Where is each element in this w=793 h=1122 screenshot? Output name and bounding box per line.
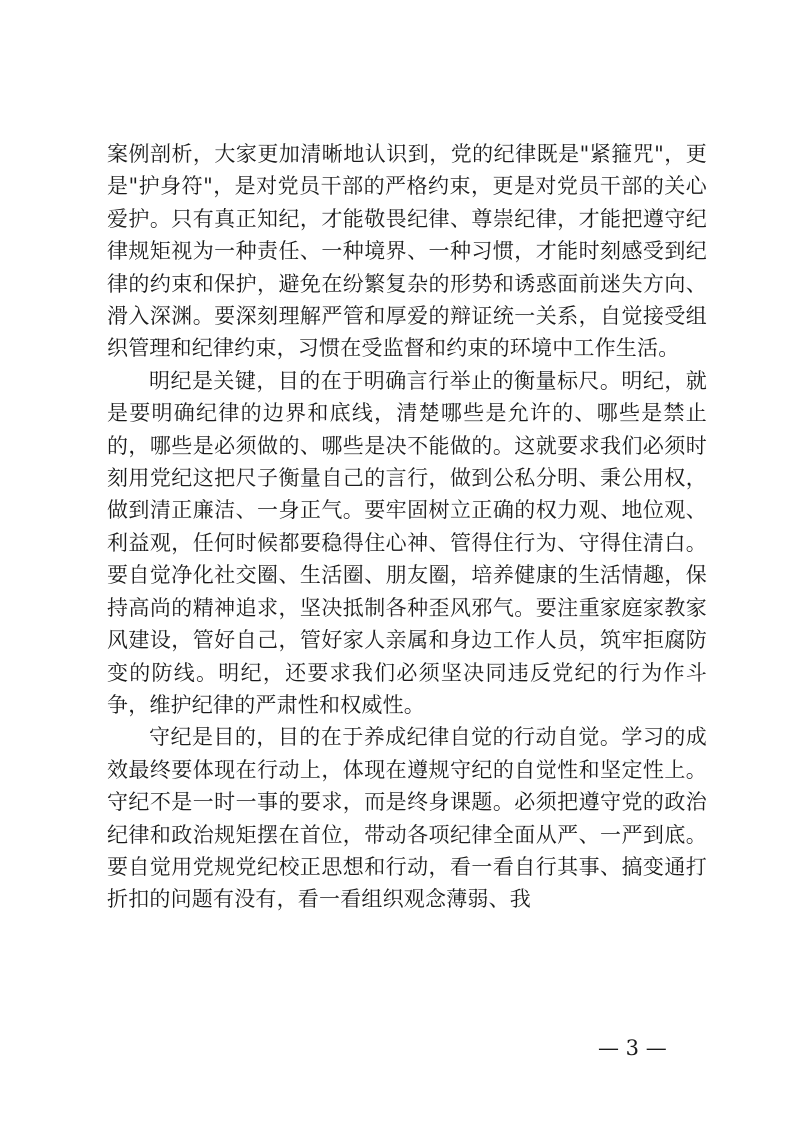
page-number: — 3 — <box>598 1036 667 1060</box>
paragraph-mingji: 明纪是关键，目的在于明确言行举止的衡量标尺。明纪，就是要明确纪律的边界和底线，清楚哪些是允许的、哪些是禁止的，哪些是必须做的、哪些是决不能做的。这就要求我们必须时刻用党纪这把尺子衡量自己的言行，做到公私分明、秉公用权，做到清正廉洁、一身正气。要牢固树立正确的权力观、地位观、利益观，任何时候都要稳得住心神、管得住行为、守得住清白。要自觉净化社交圈、生活圈、朋友圈，培养健康的生活情趣，保持高尚的精神追求，坚决抵制各种歪风邪气。要注重家庭家教家风建设，管好自己，管好家人亲属和身边工作人员，筑牢拒腐防变的防线。明纪，还要求我们必须坚决同违反党纪的行为作斗争，维护纪律的严肃性和权威性。 <box>107 368 707 717</box>
paragraph-shouji: 守纪是目的，目的在于养成纪律自觉的行动自觉。学习的成效最终要体现在行动上，体现在遵规守纪的自觉性和坚定性上。守纪不是一时一事的要求，而是终身课题。必须把遵守党的政治纪律和政治规矩摆在首位，带动各项纪律全面从严、一严到底。要自觉用党规党纪校正思想和行动，看一看自行其事、搞变通打折扣的问题有没有，看一看组织观念薄弱、我 <box>107 725 707 912</box>
body-text <box>107 138 707 916</box>
paragraph-continued: 案例剖析，大家更加清晰地认识到，党的纪律既是"紧箍咒"，更是"护身符"，是对党员干部的严格约束，更是对党员干部的关心爱护。只有真正知纪，才能敬畏纪律、尊崇纪律，才能把遵守纪律规矩视为一种责任、一种境界、一种习惯，才能时刻感受到纪律的约束和保护，避免在纷繁复杂的形势和诱惑面前迷失方向、滑入深渊。要深刻理解严管和厚爱的辩证统一关系，自觉接受组织管理和纪律约束，习惯在受监督和约束的环境中工作生活。 <box>107 142 707 361</box>
